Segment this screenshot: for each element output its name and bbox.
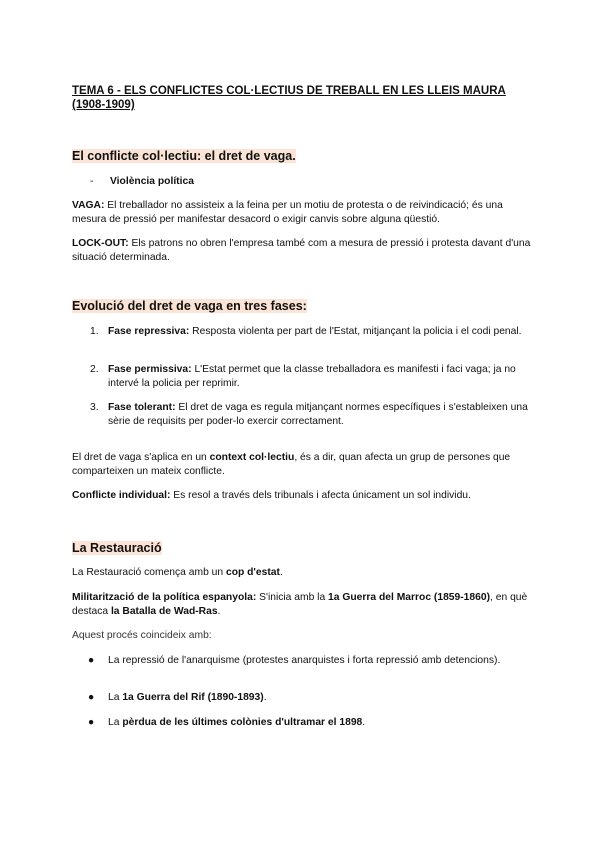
- vaga-text: El treballador no assisteix a la feina per un motiu de protesta o de reivindicació; és una mesura de pressió per manifestar desacord o exigir canvis sobre alguna qüestió.: [72, 200, 503, 225]
- lockout-text: Els patrons no obren l'empresa també com a mesura de pressió i protesta davant d'una situació determinada.: [72, 238, 531, 263]
- heading-text: Evolució del dret de vaga en tres fases:: [72, 299, 307, 313]
- vaga-paragraph: [72, 199, 532, 227]
- bullet-marker: ●: [88, 692, 95, 703]
- section-heading-evolucio: [72, 297, 309, 315]
- bullet-marker: ●: [88, 717, 95, 728]
- restauracio-paragraph: La Restauració comença amb un cop d'estat.: [72, 567, 283, 578]
- section-heading-vaga: [72, 147, 298, 165]
- individual-paragraph: [72, 489, 532, 503]
- dash-list-item: [90, 175, 194, 189]
- heading-text: El conflicte col·lectiu: el dret de vaga.: [72, 149, 296, 163]
- document-title: TEMA 6 - ELS CONFLICTES COL·LECTIUS DE TREBALL EN LES LLEIS MAURA (1908-1909): [72, 85, 506, 111]
- item-number: 1.: [90, 326, 99, 337]
- lockout-paragraph: [72, 237, 532, 265]
- bullet-text: La 1a Guerra del Rif (1890-1893).: [108, 692, 267, 703]
- individual-text: Es resol a través dels tribunals i afecta únicament un sol individu.: [170, 490, 471, 501]
- coincideix-paragraph: Aquest procés coincideix amb:: [72, 630, 212, 641]
- item-number: 3.: [90, 402, 99, 413]
- lockout-term: LOCK-OUT:: [72, 238, 129, 249]
- bullet-marker: ●: [88, 655, 95, 666]
- individual-term: Conflicte individual:: [72, 490, 171, 501]
- militaritzacio-paragraph: Militarització de la política espanyola: S'inicia amb la 1a Guerra del Marroc (1859-1860), en què destaca la Batalla de Wad-Ras.: [72, 592, 528, 617]
- bullet-text: La repressió de l'anarquisme (protestes anarquistes i forta repressió amb detencions).: [108, 655, 501, 666]
- heading-text: La Restauració: [72, 541, 162, 555]
- item-text: Fase permissiva: L'Estat permet que la classe treballadora es manifesti i faci vaga; ja no intervé la policia per reprimir.: [108, 364, 516, 389]
- dash-item-text: Violència política: [110, 176, 194, 187]
- vaga-term: VAGA:: [72, 200, 105, 211]
- bullet-text: La pèrdua de les últimes colònies d'ultramar el 1898.: [108, 717, 366, 728]
- item-text: Fase tolerant: El dret de vaga es regula mitjançant normes específiques i s'estableixen una sèrie de requisits per poder-lo exercir correctament.: [108, 402, 528, 427]
- context-paragraph: El dret de vaga s'aplica en un context col·lectiu, és a dir, quan afecta un grup de persones que comparteixen un mateix conflicte.: [72, 452, 511, 477]
- dash-marker: -: [90, 176, 94, 187]
- section-heading-restauracio: [72, 539, 164, 557]
- item-text: Fase repressiva: Resposta violenta per part de l'Estat, mitjançant la policia i el codi penal.: [108, 326, 522, 337]
- item-number: 2.: [90, 364, 99, 375]
